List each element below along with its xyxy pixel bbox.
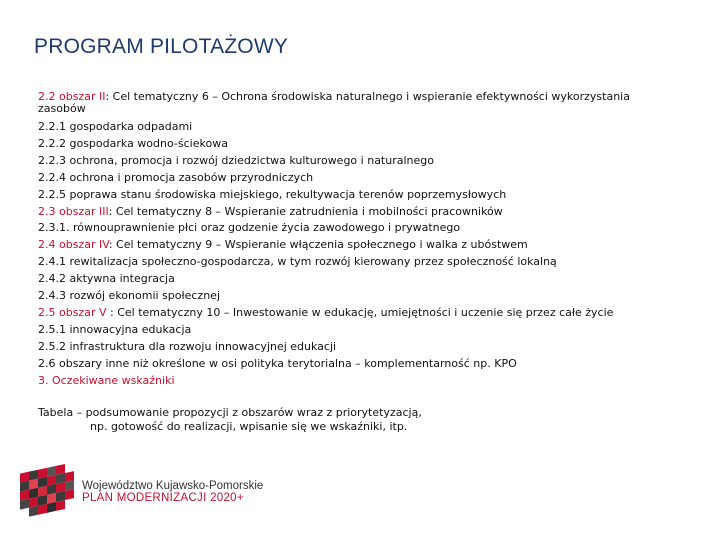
area-label: 2.4 obszar IV xyxy=(38,238,109,252)
list-item xyxy=(38,237,678,254)
item-text: 2.2.1 gospodarka odpadami xyxy=(38,120,193,133)
list-item xyxy=(38,356,678,373)
list-item xyxy=(38,322,678,339)
item-text: : Cel tematyczny 6 – Ochrona środowiska naturalnego i wspieranie efektywności wykorzystania zasobów xyxy=(38,90,630,115)
item-text: 2.4.2 aktywna integracja xyxy=(38,272,175,286)
item-text: 2.5.2 infrastruktura dla rozwoju innowacyjnej edukacji xyxy=(38,339,337,353)
area-label: 2.3 obszar III xyxy=(38,204,109,218)
area-label: 2.2 obszar II xyxy=(38,90,106,103)
list-item xyxy=(38,254,678,271)
item-text: 2.2.3 ochrona, promocja i rozwój dziedzictwa kulturowego i naturalnego xyxy=(38,153,434,167)
content-list xyxy=(38,91,678,390)
logo-plan-name: PLAN MODERNIZACJI 2020+ xyxy=(82,492,244,504)
item-text: 2.2.4 ochrona i promocja zasobów przyrodniczych xyxy=(38,170,314,184)
note-line-2: np. gotowość do realizacji, wpisanie się we wskaźniki, itp. xyxy=(90,420,408,433)
logo-region-name: Województwo Kujawsko-Pomorskie xyxy=(82,480,264,492)
list-item xyxy=(38,170,678,187)
page-title: PROGRAM PILOTAŻOWY xyxy=(34,35,289,58)
list-item xyxy=(38,187,678,204)
item-text: 2.4.1 rewitalizacja społeczno-gospodarcza, w tym rozwój kierowany przez społeczność lokalną xyxy=(38,255,557,269)
list-item xyxy=(38,153,678,170)
list-item xyxy=(38,271,678,288)
item-text: 2.4.3 rozwój ekonomii społecznej xyxy=(38,289,221,303)
item-text: 2.5.1 innowacyjna edukacja xyxy=(38,322,192,336)
list-item xyxy=(38,220,678,237)
item-text: 2.6 obszary inne niż określone w osi polityka terytorialna – komplementarność np. KPO xyxy=(38,356,517,370)
logo-text xyxy=(82,480,263,504)
area-label: 2.5 obszar V xyxy=(38,305,107,319)
section-heading: 3. Oczekiwane wskaźniki xyxy=(38,373,175,387)
item-text: 2.2.2 gospodarka wodno-ściekowa xyxy=(38,136,228,150)
list-item xyxy=(38,136,678,153)
list-item xyxy=(38,339,678,356)
list-item xyxy=(38,373,678,390)
list-item xyxy=(38,119,678,136)
summary-note xyxy=(38,406,422,434)
item-text: : Cel tematyczny 9 – Wspieranie włączenia społecznego i walka z ubóstwem xyxy=(108,238,528,252)
item-text: 2.2.5 poprawa stanu środowiska miejskiego, rekultywacja terenów poprzemysłowych xyxy=(38,187,507,201)
note-line-1: Tabela – podsumowanie propozycji z obszarów wraz z priorytetyzacją, xyxy=(38,406,422,419)
region-logo xyxy=(18,462,268,518)
item-text: : Cel tematyczny 8 – Wspieranie zatrudnienia i mobilności pracowników xyxy=(108,204,503,218)
list-item xyxy=(38,91,678,119)
checkered-logo-icon xyxy=(18,462,78,518)
list-item xyxy=(38,305,678,322)
list-item xyxy=(38,288,678,305)
item-text: 2.3.1. równouprawnienie płci oraz godzenie życia zawodowego i prywatnego xyxy=(38,221,461,235)
item-text: : Cel tematyczny 10 – Inwestowanie w edukację, umiejętności i uczenie się przez całe życie xyxy=(106,305,614,319)
list-item xyxy=(38,204,678,221)
